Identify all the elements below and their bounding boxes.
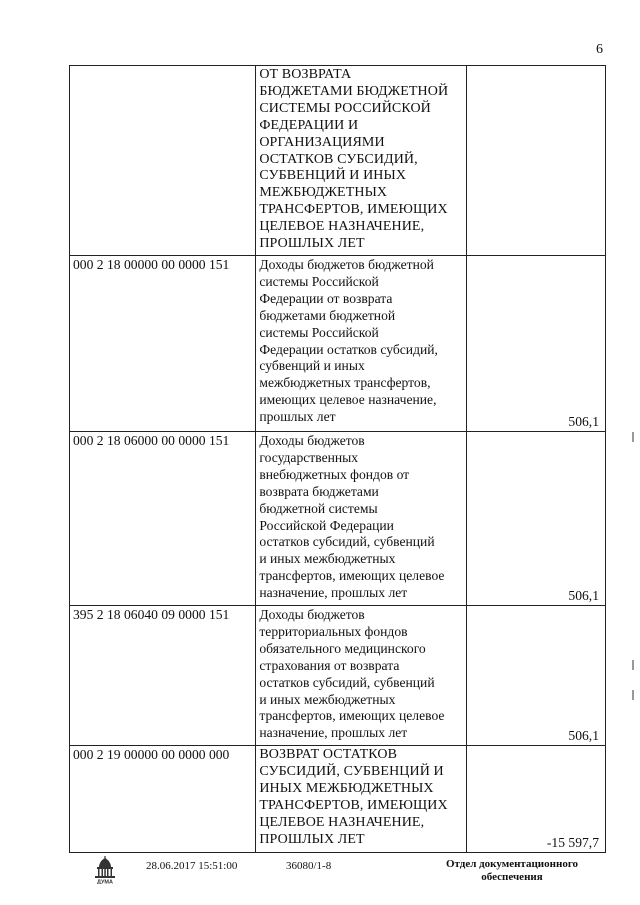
page-number: 6 (596, 42, 603, 57)
table-row (70, 746, 606, 853)
table-row (70, 606, 606, 746)
name-cell: Доходы бюджетов территориальных фондов обязательного медицинского страхования от возврата остатков субсидий, субвенций и иных межбюджетных трансфертов, имеющих целевое назначение, прошлых лет (256, 606, 466, 746)
amount-cell (466, 66, 605, 256)
svg-text:ДУМА: ДУМА (97, 879, 113, 884)
name-cell: ОТ ВОЗВРАТА БЮДЖЕТАМИ БЮДЖЕТНОЙ СИСТЕМЫ РОССИЙСКОЙ ФЕДЕРАЦИИ И ОРГАНИЗАЦИЯМИ ОСТАТКОВ СУБСИДИЙ, СУБВЕНЦИЙ И ИНЫХ МЕЖБЮДЖЕТНЫХ ТРАНСФЕРТОВ, ИМЕЮЩИХ ЦЕЛЕВОЕ НАЗНАЧЕНИЕ, ПРОШЛЫХ ЛЕТ (256, 66, 466, 256)
amount-cell: 506,1 (466, 256, 605, 432)
duma-logo-icon (92, 856, 118, 884)
budget-table (69, 65, 606, 853)
amount-cell: 506,1 (466, 606, 605, 746)
code-cell: 000 2 18 00000 00 0000 151 (70, 256, 256, 432)
department-name: Отдел документационного обеспечения (445, 858, 579, 883)
document-number: 36080/1-8 (286, 860, 332, 872)
scan-mark (632, 432, 634, 442)
table-row (70, 256, 606, 432)
code-cell (70, 66, 256, 256)
code-cell: 000 2 19 00000 00 0000 000 (70, 746, 256, 853)
scan-mark (632, 690, 634, 700)
stamp-date: 28.06.2017 15:51:00 (146, 860, 238, 872)
name-cell: Доходы бюджетов бюджетной системы Российской Федерации от возврата бюджетами бюджетной системы Российской Федерации остатков субсидий, субвенций и иных межбюджетных трансфертов, имеющих целевое назначение, прошлых лет (256, 256, 466, 432)
amount-cell: 506,1 (466, 432, 605, 606)
code-cell: 395 2 18 06040 09 0000 151 (70, 606, 256, 746)
name-cell: ВОЗВРАТ ОСТАТКОВ СУБСИДИЙ, СУБВЕНЦИЙ И ИНЫХ МЕЖБЮДЖЕТНЫХ ТРАНСФЕРТОВ, ИМЕЮЩИХ ЦЕЛЕВОЕ НАЗНАЧЕНИЕ, ПРОШЛЫХ ЛЕТ (256, 746, 466, 853)
name-cell: Доходы бюджетов государственных внебюджетных фондов от возврата бюджетами бюджетной системы Российской Федерации остатков субсидий, субвенций и иных межбюджетных трансфертов, имеющих целевое назначение, прошлых лет (256, 432, 466, 606)
table-row (70, 432, 606, 606)
code-cell: 000 2 18 06000 00 0000 151 (70, 432, 256, 606)
table-row (70, 66, 606, 256)
amount-cell: -15 597,7 (466, 746, 605, 853)
scan-mark (632, 660, 634, 670)
